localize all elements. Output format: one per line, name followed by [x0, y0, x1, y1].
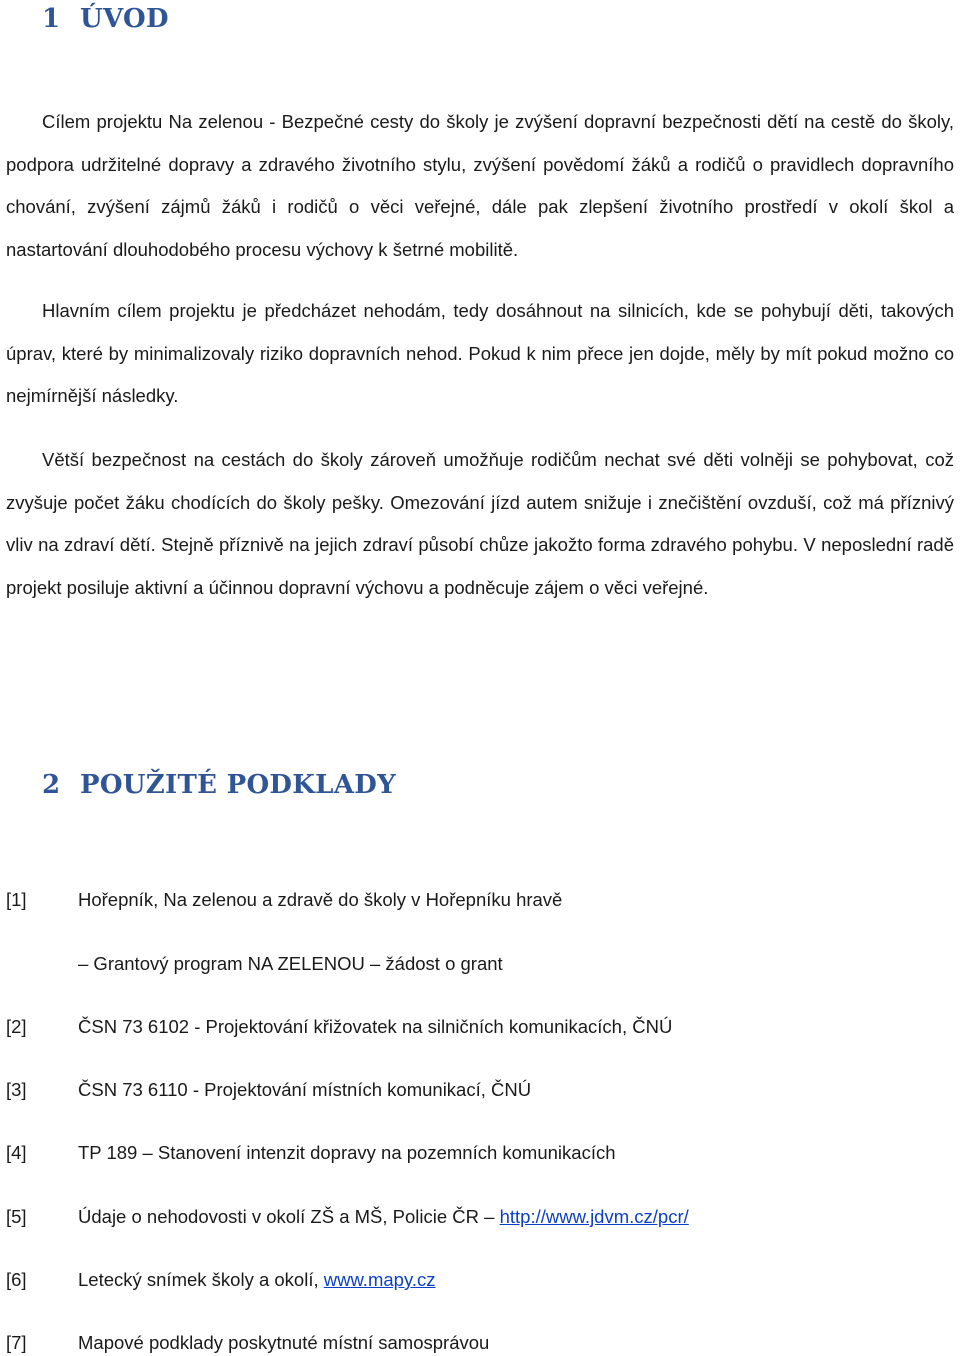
reference-subline: [6, 952, 954, 976]
intro-paragraph-3: Větší bezpečnost na cestách do školy zároveň umožňuje rodičům nechat své děti volněji se pohybovat, což zvyšuje počet žáku chodících do školy pešky. Omezování jízd autem snižuje i znečištění ovzduší, což má příznivý vliv na zdraví dětí. Stejně příznivě na jejich zdraví působí chůze jakožto forma zdravého pohybu. V neposlední radě projekt posiluje aktivní a účinnou dopravní výchovu a podněcuje zájem o věci veřejné.: [6, 449, 954, 598]
reference-index: [3]: [6, 1079, 27, 1100]
reference-item: [6, 1205, 954, 1229]
reference-index: [2]: [6, 1016, 27, 1037]
reference-index: [5]: [6, 1206, 27, 1227]
reference-item: [6, 1078, 954, 1102]
reference-item: [6, 888, 954, 912]
reference-index: [6]: [6, 1269, 27, 1290]
section-title: ÚVOD: [80, 4, 169, 34]
reference-item: [6, 1331, 954, 1355]
reference-text: ČSN 73 6102 - Projektování křižovatek na silničních komunikacích, ČNÚ: [78, 1016, 673, 1037]
reference-index: [4]: [6, 1142, 27, 1163]
intro-paragraph-2: Hlavním cílem projektu je předcházet nehodám, tedy dosáhnout na silnicích, kde se pohybují děti, takových úprav, které by minimalizovaly riziko dopravních nehod. Pokud k nim přece jen dojde, měly by mít pokud možno co nejmírnější následky.: [6, 300, 954, 406]
reference-text: Mapové podklady poskytnuté místní samosprávou: [78, 1332, 490, 1353]
section-heading-sources: [42, 770, 396, 800]
reference-text: Letecký snímek školy a okolí,: [78, 1269, 324, 1290]
police-statistics-link[interactable]: http://www.jdvm.cz/pcr/: [499, 1206, 689, 1227]
reference-text: ČSN 73 6110 - Projektování místních komunikací, ČNÚ: [78, 1079, 532, 1100]
section-number: 2: [42, 770, 61, 800]
intro-paragraph-1: Cílem projektu Na zelenou - Bezpečné cesty do školy je zvýšení dopravní bezpečnosti dětí na cestě do školy, podpora udržitelné dopravy a zdravého životního stylu, zvýšení povědomí žáků a rodičů o pravidlech dopravního chování, zvýšení zájmů žáků i rodičů o věci veřejné, dále pak zlepšení životního prostředí v okolí škol a nastartování dlouhodobého procesu výchovy k šetrné mobilitě.: [6, 111, 954, 260]
mapy-cz-link[interactable]: www.mapy.cz: [323, 1269, 436, 1290]
reference-item: [6, 1015, 954, 1039]
reference-item: [6, 1268, 954, 1292]
section-title: POUŽITÉ PODKLADY: [80, 770, 396, 800]
reference-index: [7]: [6, 1332, 27, 1353]
section-heading-intro: [42, 4, 169, 34]
reference-text: Údaje o nehodovosti v okolí ZŠ a MŠ, Policie ČR –: [78, 1206, 500, 1227]
reference-item: [6, 1141, 954, 1165]
reference-text: Hořepník, Na zelenou a zdravě do školy v Hořepníku hravě: [78, 889, 563, 910]
reference-text: TP 189 – Stanovení intenzit dopravy na pozemních komunikacích: [78, 1142, 616, 1163]
section-number: 1: [42, 4, 61, 34]
reference-subline-text: – Grantový program NA ZELENOU – žádost o grant: [78, 953, 503, 974]
reference-index: [1]: [6, 889, 27, 910]
